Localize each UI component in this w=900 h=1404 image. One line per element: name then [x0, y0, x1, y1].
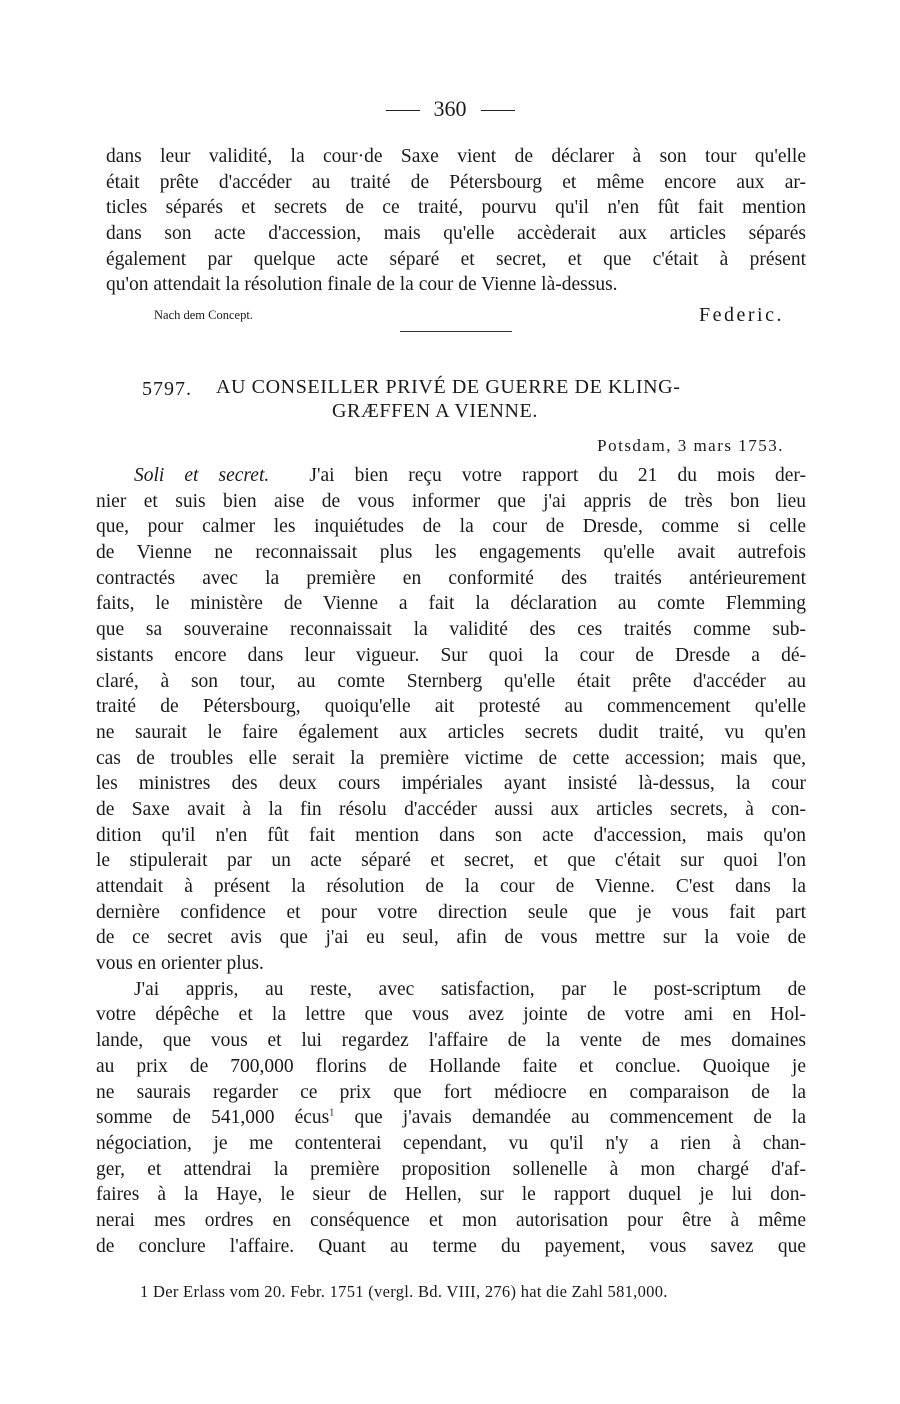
text-line: dition qu'il n'en fût fait mention dans son acte d'accession, mais qu'on: [96, 824, 806, 846]
page-number-text: 360: [433, 96, 467, 121]
text-line: contractés avec la première en conformité des traités antérieurement: [96, 567, 806, 589]
text-line: ger, et attendrai la première proposition sollenelle à mon chargé d'af-: [96, 1158, 806, 1180]
footnote-mark: 1: [140, 1282, 149, 1301]
text-line: [96, 1105, 806, 1131]
text-line: de conclure l'affaire. Quant au terme du payement, vous savez que: [96, 1235, 806, 1257]
text-line: de Saxe avait à la fin résolu d'accéder aussi aux articles secrets, à con-: [96, 798, 806, 820]
signature: Federic.: [699, 304, 784, 326]
text-line: J'ai appris, au reste, avec satisfaction, par le post-scriptum de: [134, 978, 806, 1000]
text-line: faires à la Haye, le sieur de Hellen, sur le rapport duquel je lui don-: [96, 1184, 806, 1206]
page-number-dash-left: [386, 110, 420, 111]
first-line-text: J'ai bien reçu votre rapport du 21 du mois der-: [309, 465, 807, 486]
opening-formula: Soli et secret.: [134, 465, 270, 486]
source-signature-row: [154, 304, 784, 332]
page-number-dash-right: [481, 110, 515, 111]
letter-body: [96, 463, 806, 1259]
footnote: [140, 1282, 668, 1302]
text-line: le stipulerait par un acte séparé et secret, et que c'était sur quoi l'on: [96, 850, 806, 872]
source-note: Nach dem Concept.: [154, 308, 253, 322]
letter-number: 5797.: [142, 378, 192, 400]
text-line: au prix de 700,000 florins de Hollande faite et conclue. Quoique je: [96, 1055, 806, 1077]
text-line: qu'on attendait la résolution finale de la cour de Vienne là-dessus.: [106, 274, 618, 296]
text-line: nerai mes ordres en conséquence et mon autorisation pour être à même: [96, 1209, 806, 1231]
section-divider: [400, 331, 512, 332]
text-line: les ministres des deux cours impériales ayant insisté là-dessus, la cour: [96, 773, 806, 795]
text-line: que sa souveraine reconnaissait la validité des ces traités comme sub-: [96, 619, 806, 641]
dateline: Potsdam, 3 mars 1753.: [597, 436, 784, 455]
footnote-reference: 1: [329, 1107, 335, 1119]
text-line: cas de troubles elle serait la première victime de cette accession; mais que,: [96, 747, 806, 769]
text-line: ticles séparés et secrets de ce traité, pourvu qu'il n'en fût fait mention: [106, 197, 806, 219]
text-line: vous en orienter plus.: [96, 953, 264, 975]
text-line: dans son acte d'accession, mais qu'elle accèderait aux articles séparés: [106, 223, 806, 245]
letter-title-line2: GRÆFFEN A VIENNE.: [332, 400, 538, 422]
text-line: dans leur validité, la cour·de Saxe vient de déclarer à son tour qu'elle: [106, 146, 806, 167]
text-line: faits, le ministère de Vienne a fait la déclaration au comte Flemming: [96, 593, 806, 615]
text-line: claré, à son tour, au comte Sternberg qu'elle était prête d'accéder au: [96, 670, 806, 692]
text-line: ne saurais regarder ce prix que fort médiocre en comparaison de la: [96, 1081, 806, 1103]
page-number: [0, 96, 900, 122]
footnote-text: Der Erlass vom 20. Febr. 1751 (vergl. Bd. VIII, 276) hat die Zahl 581,000.: [153, 1282, 668, 1301]
footnote-line-after: que j'avais demandée au commencement de la: [334, 1107, 806, 1129]
text-line: également par quelque acte séparé et secret, et que c'était à présent: [106, 248, 806, 270]
text-line: négociation, je me contenterai cependant, vu qu'il n'y a rien à chan-: [96, 1132, 806, 1154]
first-line: [96, 463, 806, 489]
text-line: sistants encore dans leur vigueur. Sur quoi la cour de Dresde a dé-: [96, 644, 806, 666]
text-line: de Vienne ne reconnaissait plus les engagements qu'elle avait autrefois: [96, 542, 806, 564]
text-line: votre dépêche et la lettre que vous avez jointe de votre ami en Hol-: [96, 1004, 806, 1026]
footnote-line-before: somme de 541,000 écus: [96, 1107, 330, 1129]
text-line: lande, que vous et lui regardez l'affaire de la vente de mes domaines: [96, 1030, 806, 1052]
text-line: de ce secret avis que j'ai eu seul, afin de vous mettre sur la voie de: [96, 927, 806, 949]
letter-title-line1: AU CONSEILLER PRIVÉ DE GUERRE DE KLING-: [216, 376, 681, 398]
text-line: était prête d'accéder au traité de Pétersbourg et même encore aux ar-: [106, 171, 806, 193]
text-line: traité de Pétersbourg, quoiqu'elle ait protesté au commencement qu'elle: [96, 696, 806, 718]
text-line: ne saurait le faire également aux articles secrets dudit traité, vu qu'en: [96, 721, 806, 743]
continuation-paragraph: [106, 144, 806, 298]
text-line: que, pour calmer les inquiétudes de la cour de Dresde, comme si celle: [96, 516, 806, 538]
text-line: nier et suis bien aise de vous informer que j'ai appris de très bon lieu: [96, 490, 806, 512]
text-line: attendait à présent la résolution de la cour de Vienne. C'est dans la: [96, 876, 806, 897]
text-line: dernière confidence et pour votre direction seule que je vous fait part: [96, 901, 806, 923]
